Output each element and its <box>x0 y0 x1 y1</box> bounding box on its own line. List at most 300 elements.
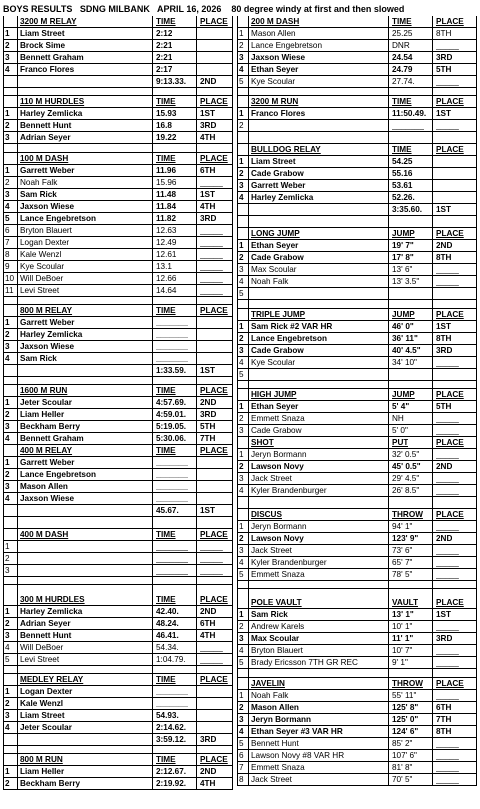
result-place: 6TH <box>200 165 216 175</box>
result-row <box>237 357 477 369</box>
result-row <box>3 686 233 698</box>
result-mark: _______ <box>156 687 188 697</box>
athlete-name: Sam Rick #2 VAR HR <box>251 321 333 331</box>
result-mark: 19' 7" <box>392 241 414 251</box>
column-heading-place: PLACE <box>200 530 228 540</box>
sheet-header: BOYS RESULTS SDNG MILBANK APRIL 16, 2026 80 degree windy at first and then slowed <box>3 4 405 14</box>
column-heading-place: PLACE <box>436 509 464 519</box>
event-header-row <box>3 594 233 606</box>
result-place: 7TH <box>436 714 452 724</box>
event-title: 800 M RUN <box>20 755 63 765</box>
result-mark: 54.93. <box>156 711 179 721</box>
result-place: _____ <box>436 357 459 367</box>
event-header-row <box>237 96 477 108</box>
lane-number: 2 <box>239 702 244 712</box>
result-row <box>237 40 477 52</box>
event-header-row <box>237 228 477 240</box>
event-title: 3200 M RUN <box>251 97 299 107</box>
result-mark: _______ <box>156 329 188 339</box>
athlete-name: Logan Dexter <box>20 687 73 697</box>
column-rule <box>237 16 238 786</box>
athlete-name: Garrett Weber <box>20 317 75 327</box>
column-heading-mark: TIME <box>156 17 176 26</box>
athlete-name: Kye Scoular <box>20 261 65 271</box>
result-row <box>3 710 233 722</box>
result-mark: 4:57.69. <box>156 398 187 408</box>
athlete-name <box>20 76 156 88</box>
column-heading-mark: JUMP <box>392 229 415 239</box>
column-heading-mark: THROW <box>392 509 423 519</box>
athlete-name: Kye Scoular <box>251 357 296 367</box>
lane-number: 3 <box>5 53 10 62</box>
athlete-name: Mason Allen <box>251 29 296 38</box>
athlete-name: Ethan Seyer <box>251 401 299 411</box>
result-place: _____ <box>436 658 459 668</box>
result-row <box>3 433 233 445</box>
event-title: 100 M DASH <box>20 153 69 163</box>
result-mark: 13' 1" <box>392 610 414 620</box>
result-row <box>3 698 233 710</box>
event-title: MEDLEY RELAY <box>20 675 84 685</box>
athlete-name <box>251 288 392 300</box>
lane-number: 1 <box>5 606 10 616</box>
result-mark: 11.96 <box>156 165 177 175</box>
result-row <box>3 766 233 778</box>
lane-number: 11 <box>5 285 14 295</box>
column-heading-mark: THROW <box>392 678 423 688</box>
athlete-name: Noah Falk <box>20 177 58 187</box>
lane-number: 4 <box>239 193 244 203</box>
event-header-row <box>3 96 233 108</box>
result-place: _____ <box>436 545 459 555</box>
column-heading-place: PLACE <box>436 97 464 107</box>
lane-number: 3 <box>239 265 244 275</box>
result-mark: 54.34. <box>156 642 179 652</box>
result-row <box>237 473 477 485</box>
lane-number: 3 <box>5 133 10 143</box>
result-row <box>237 690 477 702</box>
result-row <box>237 609 477 621</box>
event-title: 800 M RELAY <box>20 305 73 315</box>
result-mark: 29' 4.5" <box>392 473 420 483</box>
lane-number: 1 <box>239 241 244 251</box>
result-row <box>3 397 233 409</box>
column-heading-mark: PUT <box>392 437 409 447</box>
lane-number: 1 <box>239 321 244 331</box>
result-row <box>3 421 233 433</box>
lane-number: 9 <box>5 261 10 271</box>
result-row <box>3 225 233 237</box>
result-place: 4TH <box>200 630 216 640</box>
lane-number: 10 <box>5 273 15 283</box>
athlete-name <box>20 565 156 577</box>
athlete-name: Lawson Novy <box>251 533 304 543</box>
athlete-name: Mason Allen <box>20 482 68 492</box>
result-row <box>3 237 233 249</box>
lane-number: 2 <box>5 177 10 187</box>
result-place: _____ <box>436 449 459 459</box>
athlete-name: Liam Street <box>20 711 65 721</box>
athlete-name: Adrian Seyer <box>20 618 71 628</box>
column-heading-place: PLACE <box>200 675 228 685</box>
column-rule <box>3 16 4 790</box>
result-mark: 78' 5" <box>392 569 413 579</box>
result-place: _____ <box>200 554 223 564</box>
event-title: BULLDOG RELAY <box>251 145 321 155</box>
result-mark: 12.49 <box>156 237 177 247</box>
result-mark: 13' 6" <box>392 265 413 275</box>
column-heading-place: PLACE <box>436 309 464 319</box>
column-heading-mark: TIME <box>156 530 176 540</box>
event-title: DISCUS <box>251 509 282 519</box>
result-row <box>237 180 477 192</box>
lane-number: 3 <box>239 634 244 644</box>
result-row <box>3 40 233 52</box>
result-mark: 70' 5" <box>392 774 413 784</box>
section-separator <box>237 589 477 597</box>
result-mark: _______ <box>156 341 188 351</box>
athlete-name: Jaxson Wiese <box>20 341 75 351</box>
result-mark: 73' 6" <box>392 545 413 555</box>
result-row <box>237 288 477 300</box>
result-place: _____ <box>436 738 459 748</box>
column-heading-mark: TIME <box>392 17 412 26</box>
result-mark: _______ <box>156 317 188 327</box>
result-mark: 2:12 <box>156 29 173 38</box>
result-mark: 125' 8" <box>392 702 419 712</box>
athlete-name: Garrett Weber <box>251 181 306 191</box>
result-row <box>3 201 233 213</box>
result-place: 5TH <box>200 422 216 432</box>
column-heading-place: PLACE <box>436 229 464 239</box>
result-row <box>3 517 233 529</box>
athlete-name: Lance Engebretson <box>251 333 327 343</box>
result-place: 7TH <box>200 434 216 444</box>
lane-number: 4 <box>5 434 10 444</box>
athlete-name <box>251 132 392 144</box>
result-place: 4TH <box>200 201 216 211</box>
lane-number: 1 <box>5 767 10 777</box>
athlete-name <box>20 517 156 529</box>
event-header-row <box>237 309 477 321</box>
lane-number: 2 <box>239 41 244 50</box>
result-place: _____ <box>436 521 459 531</box>
result-row <box>237 369 477 381</box>
result-mark: 15.96 <box>156 177 177 187</box>
result-row <box>3 778 233 790</box>
athlete-name: Levi Street <box>20 285 60 295</box>
result-row <box>237 521 477 533</box>
result-mark: 15.93 <box>156 109 177 119</box>
result-place: _____ <box>436 557 459 567</box>
result-place: 2ND <box>200 767 217 777</box>
result-place: 1ST <box>200 506 216 516</box>
result-place: _____ <box>436 690 459 700</box>
result-place: 2ND <box>200 77 217 86</box>
athlete-name: Ethan Seyer #3 VAR HR <box>251 726 343 736</box>
result-place: _____ <box>200 285 223 295</box>
result-mark: 25.25 <box>392 29 413 38</box>
result-mark: 12.66 <box>156 273 177 283</box>
result-mark: _______ <box>156 542 188 552</box>
result-place: 8TH <box>436 726 452 736</box>
athlete-name: Mason Allen <box>251 702 299 712</box>
result-mark: 55' 11" <box>392 690 417 700</box>
result-mark: _______ <box>156 699 188 709</box>
result-row <box>237 714 477 726</box>
result-row <box>3 630 233 642</box>
lane-number: 3 <box>5 341 10 351</box>
result-row <box>237 264 477 276</box>
event-title: 3200 M RELAY <box>20 17 77 26</box>
lane-number: 1 <box>5 542 10 552</box>
athlete-name <box>20 553 156 565</box>
result-mark: 46.41. <box>156 630 179 640</box>
result-mark: 5' 0" <box>392 425 408 435</box>
result-mark: 12.63 <box>156 225 177 235</box>
column-heading-place: PLACE <box>200 153 228 163</box>
athlete-name: Jaxson Wiese <box>251 53 306 62</box>
athlete-name <box>20 365 156 377</box>
athlete-name <box>20 734 156 746</box>
result-mark: 125' 0" <box>392 714 419 724</box>
result-place: 2ND <box>436 461 453 471</box>
result-row <box>3 654 233 666</box>
lane-number: 1 <box>5 29 10 38</box>
event-header-row <box>3 529 233 541</box>
lane-number: 1 <box>239 109 244 119</box>
result-place: 4TH <box>200 779 216 789</box>
result-place: _____ <box>200 642 223 652</box>
result-row <box>3 28 233 40</box>
result-mark: 46' 0" <box>392 321 414 331</box>
result-mark: 107' 6" <box>392 750 417 760</box>
lane-number: 4 <box>239 646 244 656</box>
result-mark: 54.25 <box>392 157 413 167</box>
result-row <box>237 240 477 252</box>
result-row <box>3 553 233 565</box>
result-row <box>3 64 233 76</box>
lane-number: 1 <box>5 109 10 119</box>
athlete-name: Jeter Scoular <box>20 398 72 408</box>
result-place: _____ <box>436 750 459 760</box>
result-mark: 16.8 <box>156 121 172 131</box>
column-heading-place: PLACE <box>200 446 228 456</box>
result-place: _____ <box>200 542 223 552</box>
lane-number: 1 <box>239 29 244 38</box>
lane-number: 1 <box>5 317 10 327</box>
lane-number: 2 <box>5 329 10 339</box>
result-place: _____ <box>200 177 223 187</box>
lane-number: 4 <box>239 726 244 736</box>
result-place: _____ <box>200 225 223 235</box>
lane-number: 4 <box>5 723 10 733</box>
athlete-name: Jaxson Wiese <box>20 494 75 504</box>
lane-number: 1 <box>239 401 244 411</box>
result-row <box>237 64 477 76</box>
result-mark: 55.16 <box>392 169 413 179</box>
result-mark: 2:19.92. <box>156 779 187 789</box>
result-row <box>237 533 477 545</box>
result-mark: 1:33.59. <box>156 365 187 375</box>
athlete-name: Bennett Graham <box>20 53 84 62</box>
athlete-name: Franco Flores <box>251 109 306 119</box>
result-row <box>3 213 233 225</box>
lane-number: 2 <box>239 413 244 423</box>
event-header-row <box>237 16 477 28</box>
result-row <box>3 606 233 618</box>
result-place: _____ <box>436 41 459 50</box>
athlete-name: Bennett Hunt <box>251 738 299 748</box>
result-mark: 13' 3.5" <box>392 277 420 287</box>
athlete-name: Levi Street <box>20 654 60 664</box>
athlete-name: Jeryn Bormann <box>251 449 307 459</box>
result-row <box>237 569 477 581</box>
column-heading-place: PLACE <box>436 389 464 399</box>
result-place: 3RD <box>436 634 453 644</box>
athlete-name: Bennett Graham <box>20 434 84 444</box>
result-mark: 2:21 <box>156 53 173 62</box>
result-place: _____ <box>436 762 459 772</box>
athlete-name: Ethan Seyer <box>251 65 299 74</box>
athlete-name: Jeryn Bormann <box>251 521 307 531</box>
result-place: 4TH <box>200 133 216 143</box>
result-mark: 124' 6" <box>392 726 419 736</box>
athlete-name: Lawson Novy <box>251 461 304 471</box>
column-heading-mark: TIME <box>156 386 176 396</box>
result-row <box>237 132 477 144</box>
lane-number: 2 <box>5 41 10 50</box>
result-mark: 11.48 <box>156 189 177 199</box>
result-row <box>237 401 477 413</box>
result-mark: 32' 0.5" <box>392 449 420 459</box>
lane-number: 5 <box>5 213 10 223</box>
section-separator <box>3 585 233 593</box>
lane-number: 2 <box>239 169 244 179</box>
event-title: 400 M DASH <box>20 530 69 540</box>
result-place: _____ <box>200 566 223 576</box>
result-row <box>3 52 233 64</box>
athlete-name: Kye Scoular <box>251 77 296 86</box>
section-separator <box>237 381 477 389</box>
lane-number: 5 <box>239 369 244 379</box>
result-place: _____ <box>436 569 459 579</box>
result-row <box>237 461 477 473</box>
athlete-name: Cade Grabow <box>251 345 304 355</box>
lane-number: 1 <box>5 398 10 408</box>
section-separator <box>3 577 233 585</box>
result-row <box>237 413 477 425</box>
lane-number: 5 <box>239 738 244 748</box>
event-title: SHOT <box>251 437 274 447</box>
result-row <box>237 216 477 228</box>
athlete-name: Liam Street <box>251 157 296 167</box>
result-mark: 81' 8" <box>392 762 413 772</box>
result-row <box>3 353 233 365</box>
athlete-name: Adrian Seyer <box>20 133 71 143</box>
result-row <box>237 645 477 657</box>
result-place: 1ST <box>436 610 452 620</box>
result-mark: 48.24. <box>156 618 179 628</box>
athlete-name: Harley Zemlicka <box>251 193 314 203</box>
lane-number: 5 <box>239 77 244 86</box>
result-row <box>3 108 233 120</box>
result-place: _____ <box>436 774 459 784</box>
lane-number: 2 <box>239 622 244 632</box>
athlete-name: Bryton Blauert <box>251 646 303 656</box>
athlete-name: Emmett Snaza <box>251 413 305 423</box>
column-heading-place: PLACE <box>200 594 228 604</box>
result-row <box>237 276 477 288</box>
lane-number: 2 <box>5 779 10 789</box>
lane-number: 4 <box>239 357 244 367</box>
athlete-name: Jeter Scoular <box>20 723 72 733</box>
result-place: _____ <box>200 273 223 283</box>
column-heading-place: PLACE <box>436 17 464 26</box>
athlete-name: Kale Wenzl <box>20 699 64 709</box>
lane-number: 4 <box>239 65 244 74</box>
result-mark: 5:30.06. <box>156 434 187 444</box>
column-heading-mark: TIME <box>156 755 176 765</box>
athlete-name: Jack Street <box>251 545 292 555</box>
result-mark: 11.84 <box>156 201 177 211</box>
lane-number: 2 <box>5 410 10 420</box>
athlete-name: Jack Street <box>251 774 292 784</box>
lane-number: 2 <box>5 470 10 480</box>
section-separator <box>3 88 233 96</box>
athlete-name: Lawson Novy #8 VAR HR <box>251 750 345 760</box>
lane-number: 4 <box>5 642 10 652</box>
result-mark: 19.22 <box>156 133 177 143</box>
result-place: 5TH <box>436 401 452 411</box>
result-place: 1ST <box>200 189 216 199</box>
result-row <box>237 726 477 738</box>
athlete-name: Max Scoular <box>251 265 297 275</box>
column-heading-mark: JUMP <box>392 309 415 319</box>
result-place: 2ND <box>436 241 453 251</box>
event-header-row <box>237 509 477 521</box>
athlete-name: Harley Zemlicka <box>20 606 83 616</box>
column-rule <box>432 16 433 786</box>
event-header-row <box>237 144 477 156</box>
result-row <box>3 261 233 273</box>
column-rule <box>232 16 233 790</box>
event-title: JAVELIN <box>251 678 285 688</box>
athlete-name: Sam Rick <box>20 189 57 199</box>
result-mark: 26' 8.5" <box>392 485 420 495</box>
lane-number: 8 <box>5 249 10 259</box>
section-separator <box>237 581 477 589</box>
section-separator <box>237 300 477 308</box>
result-mark: 65' 7" <box>392 557 413 567</box>
result-mark: 27.74. <box>392 77 415 86</box>
result-mark: NH <box>392 413 404 423</box>
result-row <box>3 341 233 353</box>
result-place: 2ND <box>200 398 217 408</box>
lane-number: 2 <box>239 461 244 471</box>
athlete-name: Harley Zemlicka <box>20 109 83 119</box>
event-title: 1600 M RUN <box>20 386 68 396</box>
lane-number: 3 <box>239 425 244 435</box>
column-rule <box>388 16 389 786</box>
result-place: _____ <box>436 413 459 423</box>
result-place: 3RD <box>200 121 217 131</box>
result-row <box>237 333 477 345</box>
result-row <box>3 177 233 189</box>
athlete-name: Jaxson Wiese <box>20 201 75 211</box>
lane-number: 2 <box>5 699 10 709</box>
result-place: _____ <box>200 654 223 664</box>
